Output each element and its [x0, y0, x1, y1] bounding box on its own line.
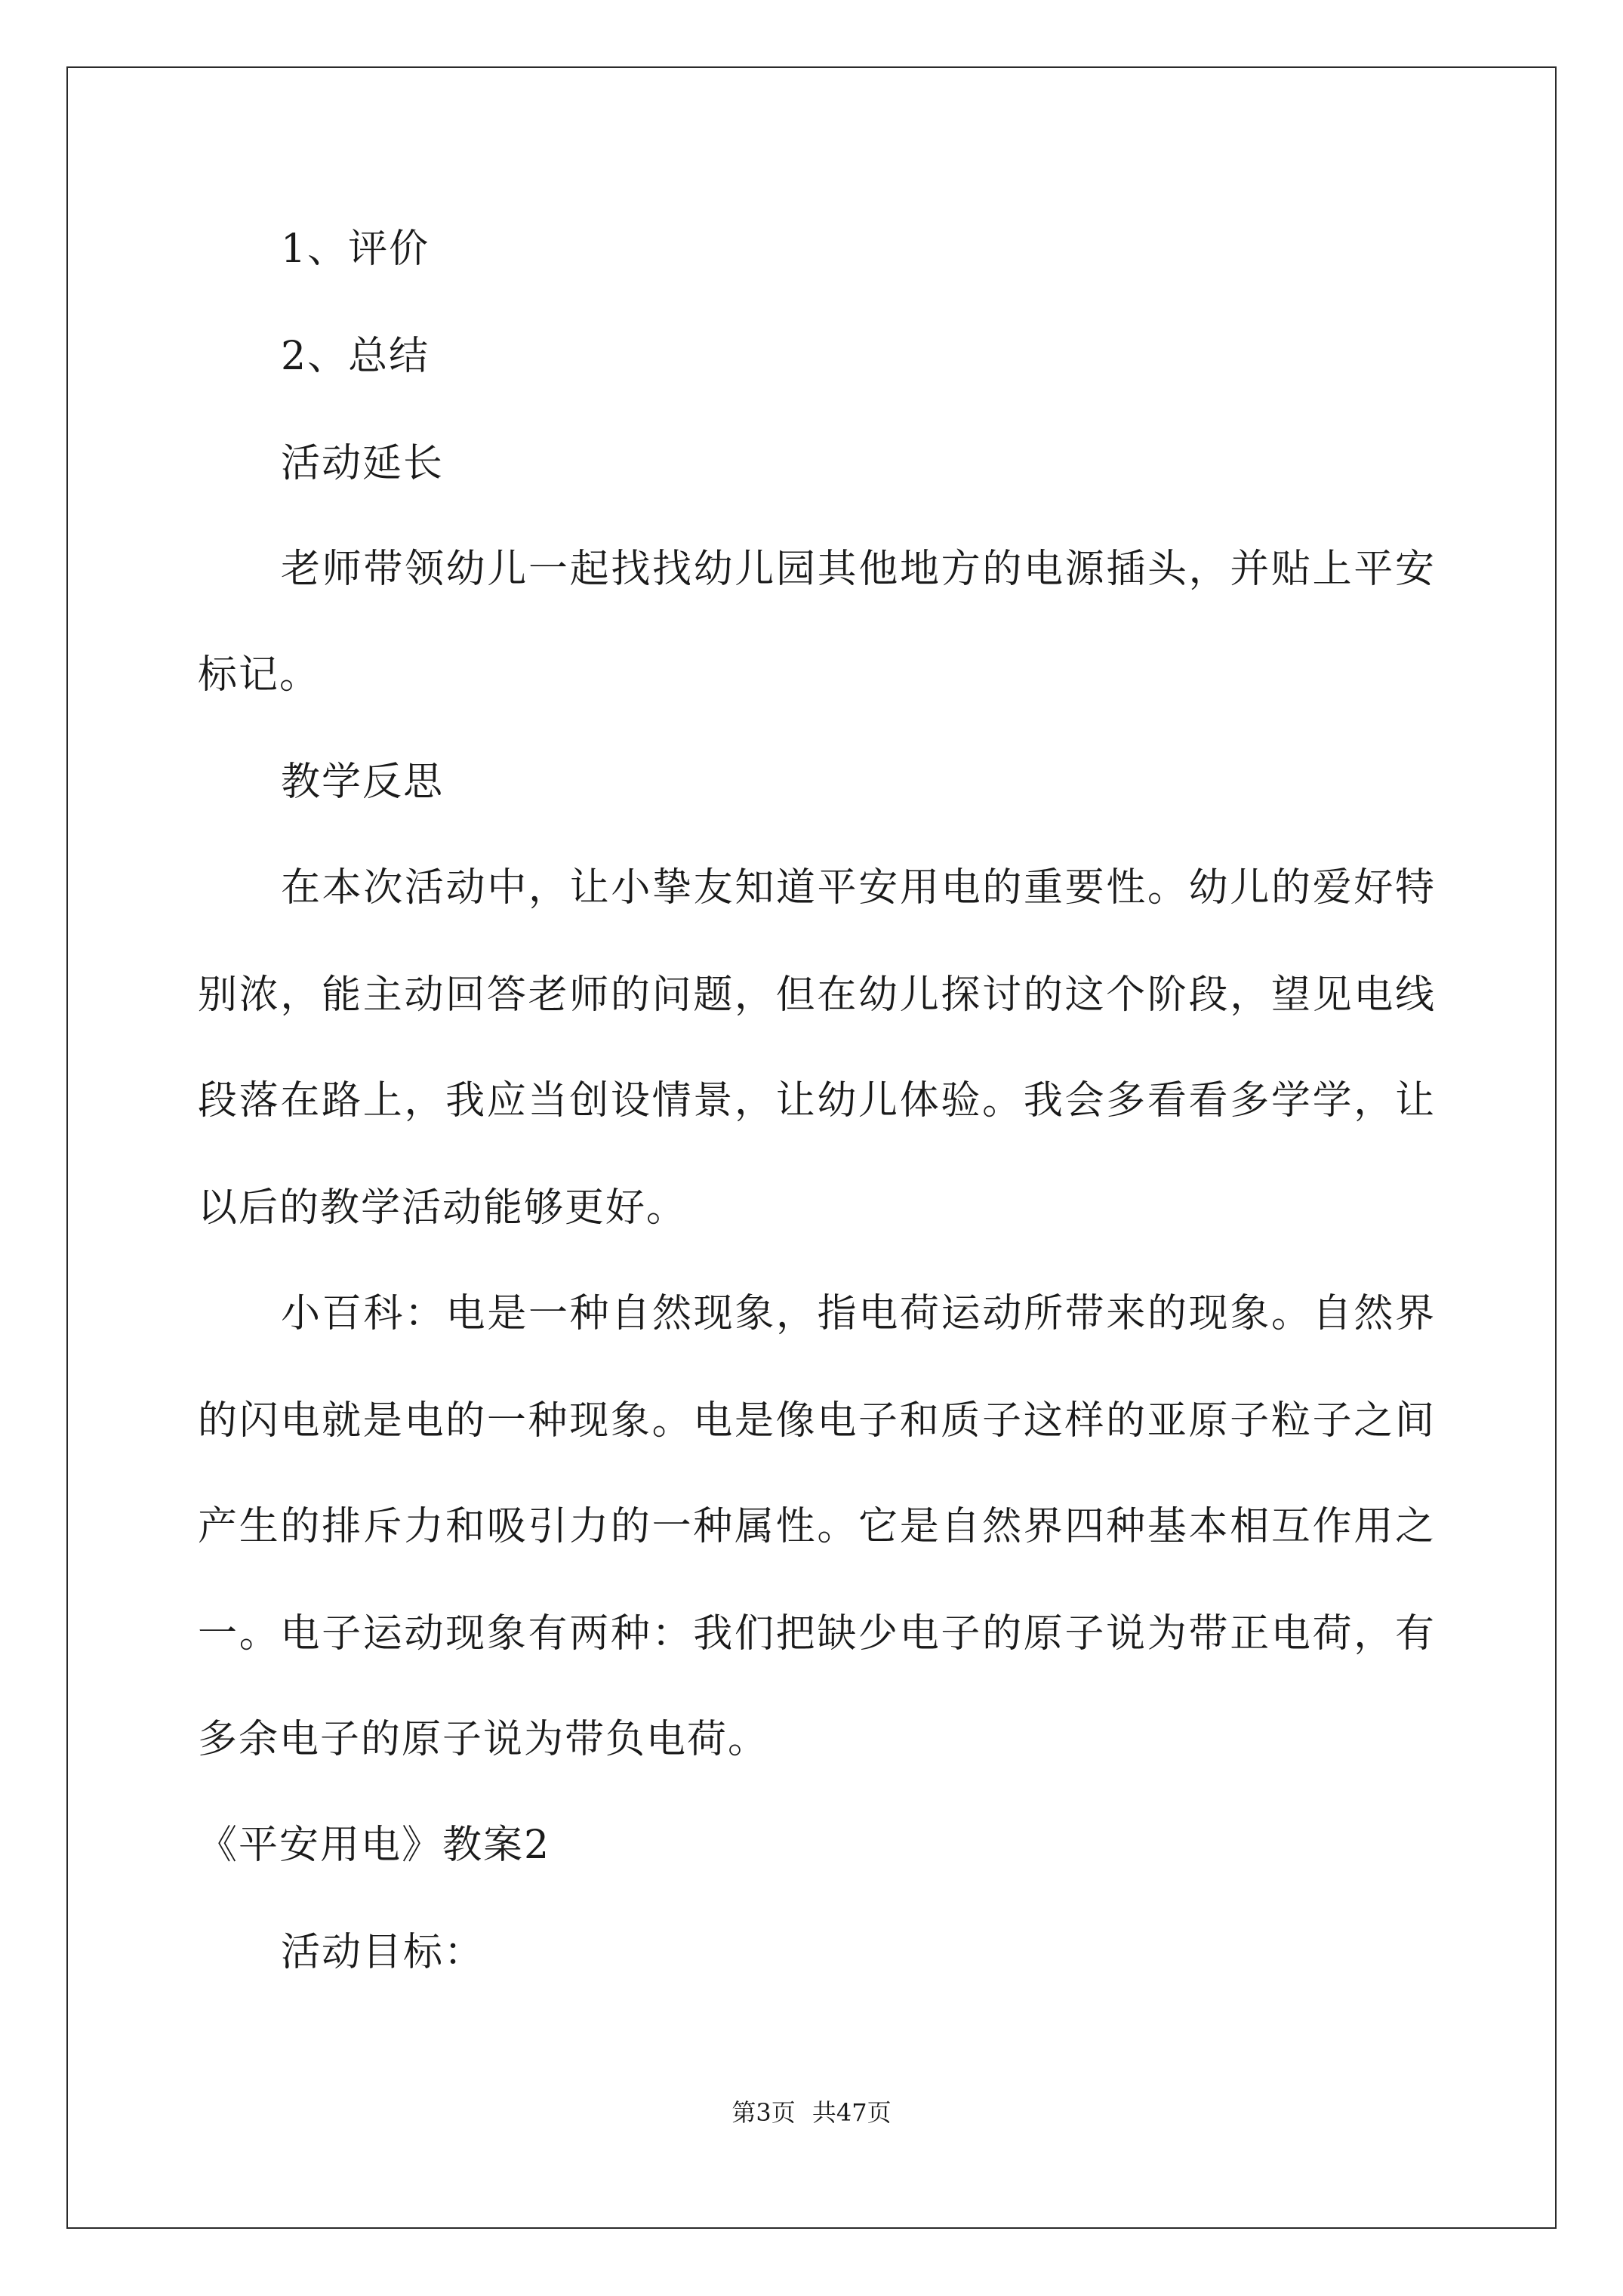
- list-item-summary: 2、总结: [281, 334, 430, 379]
- page-total: 共47页: [812, 2098, 892, 2127]
- paragraph-line: 别浓，能主动回答老师的问题，但在幼儿探讨的这个阶段，望见电线: [198, 972, 1436, 1018]
- lesson-plan-title: 《平安用电》教案2: [198, 1823, 551, 1868]
- page-footer: [0, 2097, 1623, 2128]
- paragraph-line: 的闪电就是电的一种现象。电是像电子和质子这样的亚原子粒子之间: [198, 1398, 1436, 1444]
- paragraph-line: 标记。: [198, 652, 321, 698]
- list-item-evaluation: 1、评价: [281, 227, 430, 272]
- paragraph-line: 以后的教学活动能够更好。: [198, 1185, 688, 1231]
- page-border: [66, 66, 1557, 2229]
- paragraph-line: 小百科：电是一种自然现象，指电荷运动所带来的现象。自然界: [281, 1291, 1436, 1336]
- paragraph-line: 产生的排斥力和吸引力的一种属性。它是自然界四种基本相互作用之: [198, 1504, 1436, 1549]
- section-heading-objectives: 活动目标：: [281, 1930, 485, 1975]
- section-heading-reflection: 教学反思: [281, 760, 445, 805]
- paragraph-line: 多余电子的原子说为带负电荷。: [198, 1717, 769, 1762]
- paragraph-line: 一。电子运动现象有两种：我们把缺少电子的原子说为带正电荷，有: [198, 1611, 1436, 1657]
- paragraph-line: 段落在路上，我应当创设情景，让幼儿体验。我会多看看多学学，让: [198, 1078, 1436, 1123]
- paragraph-line: 老师带领幼儿一起找找幼儿园其他地方的电源插头，并贴上平安: [281, 547, 1436, 592]
- paragraph-line: 在本次活动中，让小挚友知道平安用电的重要性。幼儿的爱好特: [281, 865, 1436, 911]
- section-heading-extension: 活动延长: [281, 441, 445, 486]
- page-number: 第3页: [731, 2098, 796, 2127]
